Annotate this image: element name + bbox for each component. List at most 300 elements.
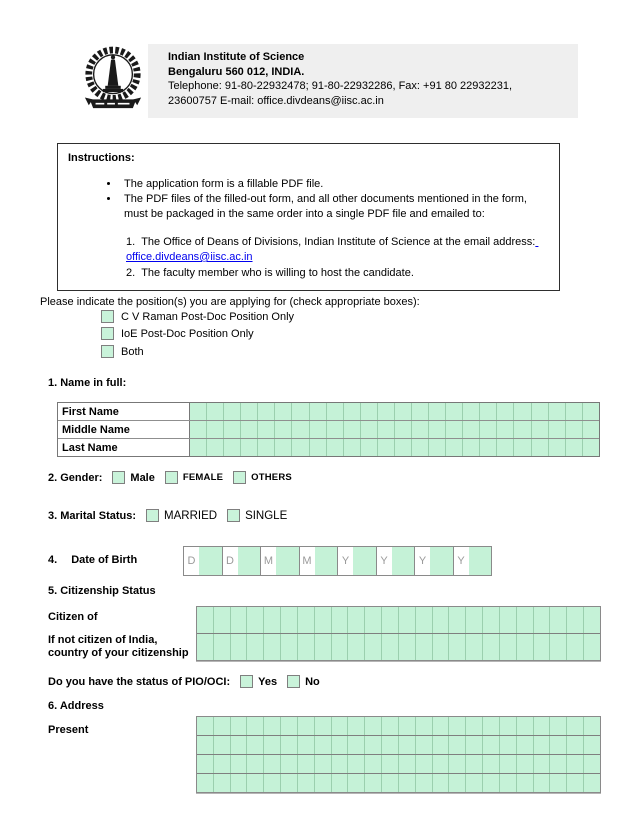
char-cell[interactable] (516, 607, 533, 633)
char-cell[interactable] (465, 717, 482, 735)
not-citizen-line1: If not citizen of India, (48, 634, 158, 646)
char-cell[interactable] (398, 736, 415, 754)
char-cell[interactable] (364, 755, 381, 773)
char-cell[interactable] (343, 421, 360, 438)
gender-label: 2. Gender: (48, 471, 103, 484)
char-cell[interactable] (347, 634, 364, 660)
char-cell[interactable] (206, 439, 223, 456)
char-cell[interactable] (291, 421, 308, 438)
instructions-bullet-list (68, 177, 549, 222)
char-cell[interactable] (331, 634, 348, 660)
char-cell[interactable] (394, 403, 411, 420)
instruction-step-1: 1. The Office of Deans of Divisions, Indian Institute of Science at the email address: office.divdeans@iisc.ac.in (126, 235, 549, 265)
char-cell[interactable] (263, 717, 280, 735)
char-cell[interactable] (381, 755, 398, 773)
char-cell[interactable] (533, 755, 550, 773)
char-cell[interactable] (246, 755, 263, 773)
char-cell[interactable] (309, 439, 326, 456)
char-cell[interactable] (582, 421, 599, 438)
char-cell[interactable] (583, 736, 600, 754)
char-cell[interactable] (496, 439, 513, 456)
char-cell[interactable] (274, 403, 291, 420)
char-cell[interactable] (213, 755, 230, 773)
char-cell[interactable] (240, 421, 257, 438)
char-cell[interactable] (297, 774, 314, 792)
char-cell[interactable] (499, 717, 516, 735)
gender-options (102, 471, 292, 484)
marital-row (48, 509, 287, 522)
dob-fill-area[interactable] (430, 547, 453, 575)
char-cell[interactable] (548, 439, 565, 456)
dob-fill-area[interactable] (392, 547, 415, 575)
char-cell[interactable] (411, 439, 428, 456)
option-label-married: MARRIED (164, 509, 218, 522)
char-cell[interactable] (274, 439, 291, 456)
char-cell[interactable] (432, 755, 449, 773)
char-cell[interactable] (263, 736, 280, 754)
char-cell[interactable] (230, 736, 247, 754)
char-cell[interactable] (280, 774, 297, 792)
char-cell[interactable] (360, 421, 377, 438)
char-cell[interactable] (549, 717, 566, 735)
char-cell[interactable] (230, 717, 247, 735)
char-cell[interactable] (381, 634, 398, 660)
char-cell[interactable] (499, 736, 516, 754)
char-cell[interactable] (223, 439, 240, 456)
char-cell[interactable] (448, 717, 465, 735)
char-cell[interactable] (482, 717, 499, 735)
char-cell[interactable] (448, 755, 465, 773)
char-cell[interactable] (297, 736, 314, 754)
char-cell[interactable] (360, 403, 377, 420)
dob-fill-area[interactable] (315, 547, 338, 575)
name-row-label: Last Name (58, 439, 190, 456)
checkbox-yes[interactable] (240, 675, 253, 688)
char-cell[interactable] (280, 717, 297, 735)
instructions-box (57, 143, 560, 291)
address-title: 6. Address (48, 700, 104, 712)
char-cell[interactable] (533, 717, 550, 735)
checkbox-others[interactable] (233, 471, 246, 484)
dob-cell-d[interactable] (222, 547, 261, 575)
char-cell[interactable] (566, 774, 583, 792)
grid-row (197, 736, 600, 755)
char-cell[interactable] (499, 774, 516, 792)
char-cell[interactable] (549, 607, 566, 633)
not-citizen-label (48, 634, 189, 660)
char-cell[interactable] (381, 717, 398, 735)
char-cell[interactable] (432, 607, 449, 633)
char-cell[interactable] (482, 634, 499, 660)
char-cell[interactable] (213, 634, 230, 660)
char-cell[interactable] (583, 774, 600, 792)
link-trailing-underline (535, 236, 538, 248)
dob-fill-area[interactable] (238, 547, 261, 575)
dob-fill-area[interactable] (199, 547, 222, 575)
char-cell[interactable] (465, 634, 482, 660)
char-cell[interactable] (533, 774, 550, 792)
char-cell[interactable] (197, 634, 213, 660)
char-cell[interactable] (565, 421, 582, 438)
dob-label-text: Date of Birth (71, 554, 138, 566)
dob-letter-hint: Y (377, 547, 392, 575)
char-cell[interactable] (479, 403, 496, 420)
char-cell[interactable] (531, 421, 548, 438)
char-cell[interactable] (549, 736, 566, 754)
char-cell[interactable] (533, 634, 550, 660)
checkbox-single[interactable] (227, 509, 240, 522)
citizenship-title: 5. Citizenship Status (48, 585, 156, 597)
char-cell[interactable] (549, 755, 566, 773)
char-cell[interactable] (314, 755, 331, 773)
char-cell[interactable] (206, 421, 223, 438)
char-cell[interactable] (398, 755, 415, 773)
char-cell[interactable] (465, 607, 482, 633)
gender-row (48, 471, 292, 484)
char-cell[interactable] (197, 755, 213, 773)
char-cell[interactable] (381, 774, 398, 792)
char-cell[interactable] (364, 607, 381, 633)
char-cell[interactable] (230, 634, 247, 660)
char-cell[interactable] (479, 421, 496, 438)
option-label-male: Male (130, 471, 155, 484)
char-cell[interactable] (197, 607, 213, 633)
dob-cell-y[interactable] (453, 547, 492, 575)
char-cell[interactable] (280, 607, 297, 633)
char-cell[interactable] (448, 736, 465, 754)
option-label-others: OTHERS (251, 472, 292, 483)
char-cell[interactable] (314, 736, 331, 754)
char-cell[interactable] (246, 736, 263, 754)
not-citizen-line2: country of your citizenship (48, 647, 189, 659)
char-cell[interactable] (347, 717, 364, 735)
char-cell[interactable] (496, 421, 513, 438)
char-cell[interactable] (364, 736, 381, 754)
char-cell[interactable] (432, 717, 449, 735)
char-cell[interactable] (223, 421, 240, 438)
char-cell[interactable] (394, 439, 411, 456)
pio-options (230, 675, 320, 688)
char-cell[interactable] (343, 403, 360, 420)
dob-cell-d[interactable] (184, 547, 222, 575)
dob-letter-hint: M (261, 547, 276, 575)
char-cell[interactable] (516, 634, 533, 660)
checkbox-male[interactable] (112, 471, 125, 484)
char-cell[interactable] (246, 717, 263, 735)
checkbox-ioe-post-doc-position-only[interactable] (101, 327, 114, 340)
char-cell[interactable] (331, 607, 348, 633)
char-cell[interactable] (257, 421, 274, 438)
char-cell[interactable] (263, 755, 280, 773)
char-cell[interactable] (516, 736, 533, 754)
dob-label (48, 554, 137, 566)
char-cell[interactable] (291, 403, 308, 420)
char-cell[interactable] (566, 634, 583, 660)
char-cell[interactable] (513, 403, 530, 420)
iisc-logo (78, 44, 148, 118)
char-cell[interactable] (445, 439, 462, 456)
char-cell[interactable] (197, 736, 213, 754)
char-cell[interactable] (448, 607, 465, 633)
char-cell[interactable] (190, 403, 206, 420)
char-cell[interactable] (566, 755, 583, 773)
char-cell[interactable] (240, 403, 257, 420)
char-cell[interactable] (347, 607, 364, 633)
instruction-bullet-2: • The PDF files of the filled-out form, and all other documents mentioned in the form, must be packaged in the same order into a single PDF file and emailed to: (120, 192, 549, 222)
char-cell[interactable] (482, 736, 499, 754)
dob-cell-y[interactable] (337, 547, 376, 575)
char-cell[interactable] (465, 755, 482, 773)
char-cell[interactable] (432, 736, 449, 754)
marital-options (136, 509, 287, 522)
char-cell[interactable] (428, 439, 445, 456)
char-cell[interactable] (364, 717, 381, 735)
char-cell[interactable] (415, 634, 432, 660)
char-cell[interactable] (566, 607, 583, 633)
char-cell[interactable] (364, 634, 381, 660)
char-cell[interactable] (462, 403, 479, 420)
name-row-last-name (58, 439, 599, 456)
char-cell[interactable] (415, 607, 432, 633)
option-label-no: No (305, 675, 320, 688)
char-cell[interactable] (230, 774, 247, 792)
char-cell[interactable] (190, 439, 206, 456)
option-label-yes: Yes (258, 675, 278, 688)
char-cell[interactable] (291, 439, 308, 456)
char-cell[interactable] (415, 774, 432, 792)
dob-cell-m[interactable] (299, 547, 338, 575)
dob-fill-area[interactable] (276, 547, 299, 575)
char-cell[interactable] (531, 403, 548, 420)
char-cell[interactable] (377, 439, 394, 456)
char-cell[interactable] (533, 607, 550, 633)
char-cell[interactable] (309, 421, 326, 438)
char-cell[interactable] (206, 403, 223, 420)
char-cell[interactable] (263, 634, 280, 660)
char-cell[interactable] (428, 403, 445, 420)
char-cell[interactable] (347, 736, 364, 754)
char-cell[interactable] (280, 634, 297, 660)
name-row-label: Middle Name (58, 421, 190, 438)
grid-row (197, 755, 600, 774)
char-cell[interactable] (314, 774, 331, 792)
dob-fill-area[interactable] (469, 547, 492, 575)
char-cell[interactable] (448, 634, 465, 660)
char-cell[interactable] (230, 755, 247, 773)
char-cell[interactable] (479, 439, 496, 456)
char-cell[interactable] (583, 755, 600, 773)
char-cell[interactable] (377, 403, 394, 420)
step-number: 2. (126, 267, 136, 279)
dob-letter-hint: Y (415, 547, 430, 575)
char-cell[interactable] (263, 774, 280, 792)
char-cell[interactable] (246, 774, 263, 792)
position-option-label: Both (121, 345, 144, 358)
name-row-first-name (58, 403, 599, 421)
char-cell[interactable] (309, 403, 326, 420)
char-cell[interactable] (482, 607, 499, 633)
char-cell[interactable] (496, 403, 513, 420)
char-cell[interactable] (246, 634, 263, 660)
char-cell[interactable] (566, 736, 583, 754)
char-cell[interactable] (347, 755, 364, 773)
char-cell[interactable] (582, 403, 599, 420)
char-cell[interactable] (499, 634, 516, 660)
institute-contact-line2: 23600757 E-mail: office.divdeans@iisc.ac.in (168, 94, 384, 107)
char-cell[interactable] (549, 634, 566, 660)
dob-cell-y[interactable] (376, 547, 415, 575)
char-cell[interactable] (297, 717, 314, 735)
institute-header (78, 44, 578, 118)
char-cell[interactable] (280, 736, 297, 754)
checkbox-c-v-raman-post-doc-position-only[interactable] (101, 310, 114, 323)
char-cell[interactable] (415, 736, 432, 754)
char-cell[interactable] (213, 774, 230, 792)
option-label-single: SINGLE (245, 509, 288, 522)
char-cell[interactable] (398, 634, 415, 660)
char-cell[interactable] (257, 403, 274, 420)
name-char-cells (190, 439, 599, 456)
char-cell[interactable] (548, 403, 565, 420)
checkbox-both[interactable] (101, 345, 114, 358)
dob-cell-y[interactable] (414, 547, 453, 575)
char-cell[interactable] (482, 774, 499, 792)
char-cell[interactable] (257, 439, 274, 456)
grid-row (197, 774, 600, 792)
checkbox-married[interactable] (146, 509, 159, 522)
char-cell[interactable] (549, 774, 566, 792)
char-cell[interactable] (347, 774, 364, 792)
char-cell[interactable] (583, 634, 600, 660)
char-cell[interactable] (445, 403, 462, 420)
step-number: 1. (126, 236, 136, 248)
char-cell[interactable] (190, 421, 206, 438)
char-cell[interactable] (513, 421, 530, 438)
char-cell[interactable] (462, 439, 479, 456)
char-cell[interactable] (432, 774, 449, 792)
citizenship-grid (196, 606, 601, 661)
position-option-label: C V Raman Post-Doc Position Only (121, 310, 295, 323)
char-cell[interactable] (583, 717, 600, 735)
char-cell[interactable] (499, 755, 516, 773)
char-cell[interactable] (499, 607, 516, 633)
instruction-step-2: 2. The faculty member who is willing to host the candidate. (126, 267, 414, 279)
pio-row (48, 675, 320, 688)
char-cell[interactable] (377, 421, 394, 438)
dob-letter-hint: D (184, 547, 199, 575)
char-cell[interactable] (240, 439, 257, 456)
char-cell[interactable] (462, 421, 479, 438)
char-cell[interactable] (398, 717, 415, 735)
char-cell[interactable] (326, 403, 343, 420)
char-cell[interactable] (516, 774, 533, 792)
char-cell[interactable] (326, 439, 343, 456)
position-option-label: IoE Post-Doc Position Only (121, 327, 254, 340)
char-cell[interactable] (516, 755, 533, 773)
name-row-label: First Name (58, 403, 190, 420)
char-cell[interactable] (297, 607, 314, 633)
char-cell[interactable] (314, 634, 331, 660)
dob-letter-hint: Y (454, 547, 469, 575)
char-cell[interactable] (360, 439, 377, 456)
dob-cell-m[interactable] (260, 547, 299, 575)
char-cell[interactable] (314, 717, 331, 735)
char-cell[interactable] (331, 755, 348, 773)
char-cell[interactable] (465, 774, 482, 792)
char-cell[interactable] (197, 774, 213, 792)
institute-name: Indian Institute of Science (168, 51, 305, 63)
iisc-emblem-icon (82, 45, 144, 115)
char-cell[interactable] (415, 755, 432, 773)
char-cell[interactable] (331, 774, 348, 792)
char-cell[interactable] (381, 607, 398, 633)
grid-row (197, 634, 600, 660)
char-cell[interactable] (582, 439, 599, 456)
char-cell[interactable] (331, 736, 348, 754)
present-address-grid (196, 716, 601, 793)
char-cell[interactable] (415, 717, 432, 735)
dob-input-boxes (183, 546, 492, 576)
char-cell[interactable] (364, 774, 381, 792)
char-cell[interactable] (394, 421, 411, 438)
char-cell[interactable] (565, 439, 582, 456)
char-cell[interactable] (533, 736, 550, 754)
char-cell[interactable] (513, 439, 530, 456)
char-cell[interactable] (516, 717, 533, 735)
char-cell[interactable] (246, 607, 263, 633)
char-cell[interactable] (548, 421, 565, 438)
char-cell[interactable] (297, 634, 314, 660)
char-cell[interactable] (566, 717, 583, 735)
char-cell[interactable] (411, 421, 428, 438)
char-cell[interactable] (465, 736, 482, 754)
dob-letter-hint: M (300, 547, 315, 575)
char-cell[interactable] (326, 421, 343, 438)
char-cell[interactable] (448, 774, 465, 792)
char-cell[interactable] (428, 421, 445, 438)
char-cell[interactable] (213, 717, 230, 735)
marital-label: 3. Marital Status: (48, 509, 137, 522)
char-cell[interactable] (230, 607, 247, 633)
char-cell[interactable] (381, 736, 398, 754)
char-cell[interactable] (565, 403, 582, 420)
char-cell[interactable] (274, 421, 291, 438)
char-cell[interactable] (314, 607, 331, 633)
char-cell[interactable] (411, 403, 428, 420)
char-cell[interactable] (343, 439, 360, 456)
char-cell[interactable] (263, 607, 280, 633)
char-cell[interactable] (197, 717, 213, 735)
char-cell[interactable] (280, 755, 297, 773)
char-cell[interactable] (398, 774, 415, 792)
char-cell[interactable] (583, 607, 600, 633)
dob-fill-area[interactable] (353, 547, 376, 575)
char-cell[interactable] (531, 439, 548, 456)
char-cell[interactable] (223, 403, 240, 420)
instruction-bullet-1: • The application form is a fillable PDF file. (120, 177, 549, 192)
char-cell[interactable] (482, 755, 499, 773)
char-cell[interactable] (213, 607, 230, 633)
char-cell[interactable] (213, 736, 230, 754)
checkbox-female[interactable] (165, 471, 178, 484)
char-cell[interactable] (445, 421, 462, 438)
email-link[interactable]: office.divdeans@iisc.ac.in (126, 251, 253, 263)
char-cell[interactable] (398, 607, 415, 633)
char-cell[interactable] (432, 634, 449, 660)
char-cell[interactable] (297, 755, 314, 773)
char-cell[interactable] (331, 717, 348, 735)
checkbox-no[interactable] (287, 675, 300, 688)
